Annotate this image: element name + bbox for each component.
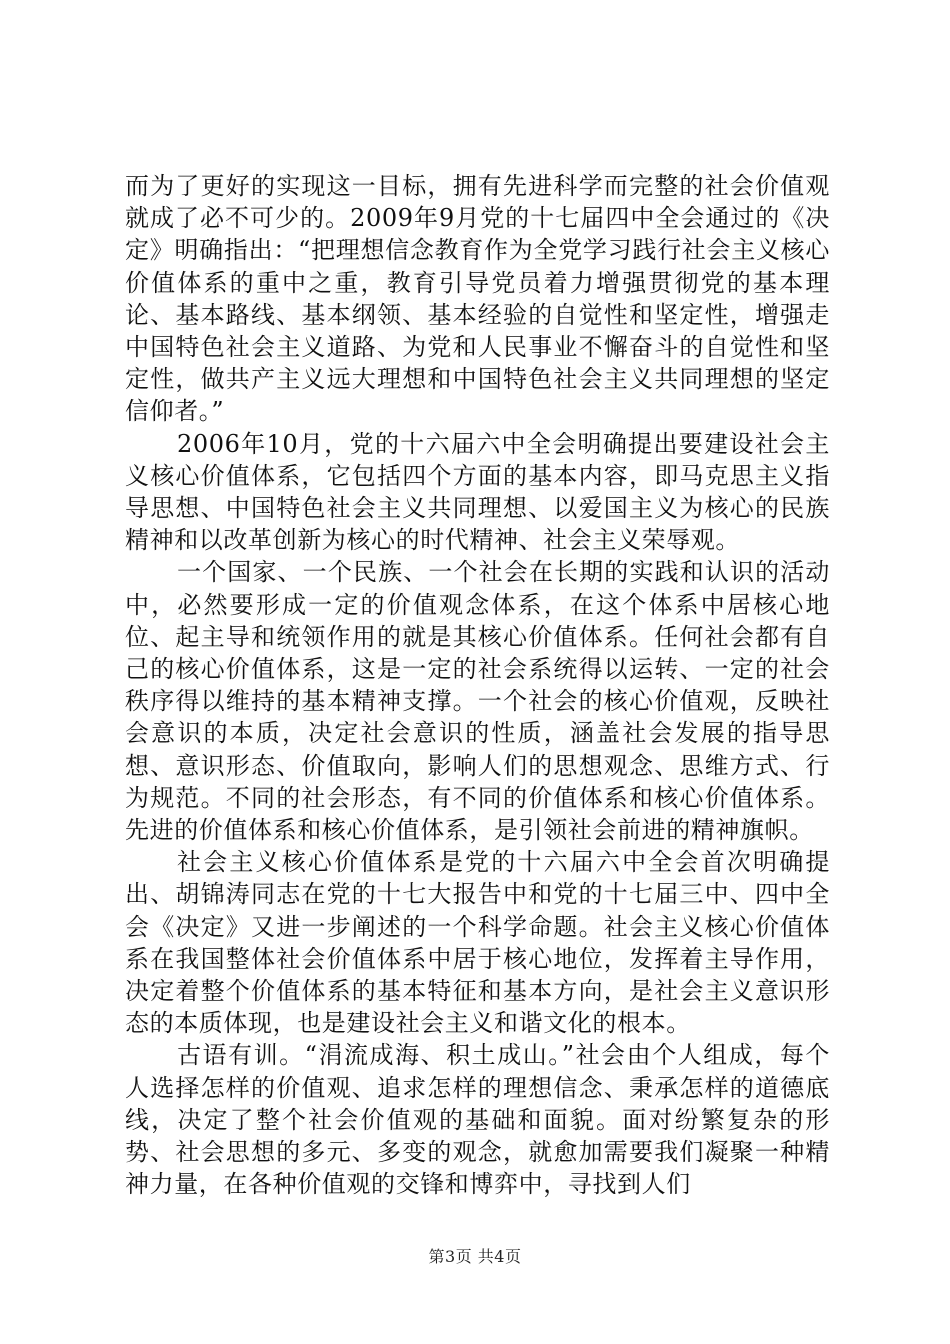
page-number-footer: 第3页 共4页	[428, 1247, 522, 1266]
paragraph-5: 古语有训。“涓流成海、积土成山。”社会由个人组成，每个人选择怎样的价值观、追求怎样的理想信念、秉承怎样的道德底线，决定了整个社会价值观的基础和面貌。面对纷繁复杂的形势、社会思想的多元、多变的观念，就愈加需要我们凝聚一种精神力量，在各种价值观的交锋和博弈中，寻找到人们	[125, 1041, 830, 1199]
paragraph-2: 2006年10月，党的十六届六中全会明确提出要建设社会主义核心价值体系，它包括四个方面的基本内容，即马克思主义指导思想、中国特色社会主义共同理想、以爱国主义为核心的民族精神和以改革创新为核心的时代精神、社会主义荣辱观。	[125, 429, 830, 555]
paragraph-1: 而为了更好的实现这一目标，拥有先进科学而完整的社会价值观就成了必不可少的。2009年9月党的十七届四中全会通过的《决定》明确指出：“把理想信念教育作为全党学习践行社会主义核心价值体系的重中之重，教育引导党员着力增强贯彻党的基本理论、基本路线、基本纲领、基本经验的自觉性和坚定性，增强走中国特色社会主义道路、为党和人民事业不懈奋斗的自觉性和坚定性，做共产主义远大理想和中国特色社会主义共同理想的坚定信仰者。”	[125, 172, 830, 426]
paragraph-3: 一个国家、一个民族、一个社会在长期的实践和认识的活动中，必然要形成一定的价值观念体系，在这个体系中居核心地位、起主导和统领作用的就是其核心价值体系。任何社会都有自己的核心价值体系，这是一定的社会系统得以运转、一定的社会秩序得以维持的基本精神支撑。一个社会的核心价值观，反映社会意识的本质，决定社会意识的性质，涵盖社会发展的指导思想、意识形态、价值取向，影响人们的思想观念、思维方式、行为规范。不同的社会形态，有不同的价值体系和核心价值体系。先进的价值体系和核心价值体系，是引领社会前进的精神旗帜。	[125, 558, 830, 845]
document-body	[125, 170, 830, 1201]
paragraph-4: 社会主义核心价值体系是党的十六届六中全会首次明确提出、胡锦涛同志在党的十七大报告中和党的十七届三中、四中全会《决定》又进一步阐述的一个科学命题。社会主义核心价值体系在我国整体社会价值体系中居于核心地位，发挥着主导作用，决定着整个价值体系的基本特征和基本方向，是社会主义意识形态的本质体现，也是建设社会主义和谐文化的根本。	[125, 848, 830, 1038]
